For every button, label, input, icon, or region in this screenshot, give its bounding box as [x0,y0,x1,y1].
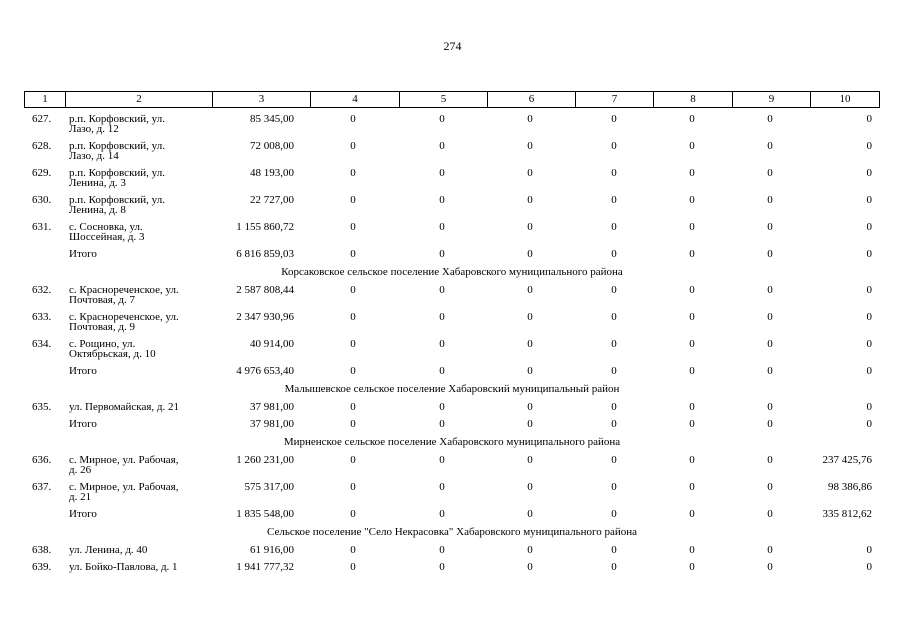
row-col-3: 22 727,00 [250,194,294,206]
header-col-2: 2 [65,92,212,107]
row-col-3: 48 193,00 [250,167,294,179]
row-col-6: 0 [527,365,533,377]
row-col-8: 0 [689,544,695,556]
row-address: с. Мирное, ул. Рабочая, д. 21 [69,481,179,503]
row-address: ул. Бойко-Павлова, д. 1 [69,561,178,573]
row-col-7: 0 [611,508,617,520]
table-row [24,543,880,560]
row-col-9: 0 [767,167,773,179]
row-col-4: 0 [350,418,356,430]
row-col-4: 0 [350,561,356,573]
row-address: ул. Ленина, д. 40 [69,544,148,556]
header-col-8: 8 [653,92,732,107]
row-col-3: 6 816 859,03 [236,248,294,260]
row-col-6: 0 [527,140,533,152]
row-number: 634. [32,338,52,350]
row-col-5: 0 [439,284,445,296]
total-row [24,247,880,264]
row-address: Итого [69,418,97,430]
row-col-6: 0 [527,194,533,206]
row-col-6: 0 [527,561,533,573]
row-address: р.п. Корфовский, ул. Ленина, д. 8 [69,194,165,216]
row-col-6: 0 [527,508,533,520]
row-col-3: 4 976 653,40 [236,365,294,377]
row-col-6: 0 [527,311,533,323]
row-col-5: 0 [439,167,445,179]
row-col-4: 0 [350,194,356,206]
row-col-3: 61 916,00 [250,544,294,556]
table-row [24,166,880,193]
row-col-10: 0 [866,284,872,296]
row-col-3: 37 981,00 [250,418,294,430]
total-row [24,364,880,381]
row-col-3: 2 587 808,44 [236,284,294,296]
row-col-7: 0 [611,338,617,350]
total-row [24,417,880,434]
row-col-8: 0 [689,508,695,520]
table-row [24,560,880,577]
row-number: 635. [32,401,52,413]
table-row [24,139,880,166]
row-col-5: 0 [439,248,445,260]
row-col-3: 85 345,00 [250,113,294,125]
row-col-6: 0 [527,113,533,125]
row-col-4: 0 [350,544,356,556]
row-col-9: 0 [767,365,773,377]
row-number: 637. [32,481,52,493]
row-col-9: 0 [767,194,773,206]
row-col-5: 0 [439,561,445,573]
row-number: 638. [32,544,52,556]
row-number: 629. [32,167,52,179]
row-address: р.п. Корфовский, ул. Ленина, д. 3 [69,167,165,189]
row-col-7: 0 [611,481,617,493]
row-number: 633. [32,311,52,323]
row-col-6: 0 [527,544,533,556]
row-address: с. Краснореченское, ул. Почтовая, д. 9 [69,311,179,333]
row-col-4: 0 [350,167,356,179]
row-col-9: 0 [767,221,773,233]
row-col-5: 0 [439,113,445,125]
table-row [24,453,880,480]
header-col-9: 9 [732,92,810,107]
row-col-3: 575 317,00 [244,481,294,493]
row-col-8: 0 [689,113,695,125]
row-col-5: 0 [439,401,445,413]
row-col-6: 0 [527,248,533,260]
row-col-10: 0 [866,311,872,323]
header-col-4: 4 [310,92,399,107]
header-col-1: 1 [42,93,48,105]
row-col-5: 0 [439,544,445,556]
row-col-9: 0 [767,508,773,520]
row-col-3: 2 347 930,96 [236,311,294,323]
row-col-7: 0 [611,365,617,377]
row-col-6: 0 [527,481,533,493]
row-col-5: 0 [439,481,445,493]
header-col-5: 5 [399,92,487,107]
row-col-4: 0 [350,481,356,493]
row-col-8: 0 [689,454,695,466]
row-col-6: 0 [527,167,533,179]
section-title: Малышевское сельское поселение Хабаровский муниципальный район [284,383,620,395]
row-col-6: 0 [527,401,533,413]
table-row [24,193,880,220]
row-col-4: 0 [350,338,356,350]
row-col-5: 0 [439,311,445,323]
row-col-9: 0 [767,311,773,323]
row-col-8: 0 [689,167,695,179]
row-col-8: 0 [689,248,695,260]
row-col-4: 0 [350,508,356,520]
row-col-7: 0 [611,418,617,430]
row-col-10: 335 812,62 [822,508,872,520]
row-number: 631. [32,221,52,233]
row-address: Итого [69,365,97,377]
row-col-3: 37 981,00 [250,401,294,413]
row-col-10: 0 [866,194,872,206]
row-col-8: 0 [689,284,695,296]
row-col-8: 0 [689,481,695,493]
table-row [24,112,880,139]
row-col-7: 0 [611,454,617,466]
header-col-10: 10 [810,92,879,107]
row-col-7: 0 [611,221,617,233]
row-col-7: 0 [611,401,617,413]
row-col-9: 0 [767,248,773,260]
row-col-4: 0 [350,113,356,125]
row-col-5: 0 [439,140,445,152]
row-col-8: 0 [689,418,695,430]
row-col-9: 0 [767,140,773,152]
row-col-10: 0 [866,167,872,179]
row-address: с. Краснореченское, ул. Почтовая, д. 7 [69,284,179,306]
row-col-8: 0 [689,561,695,573]
row-col-3: 72 008,00 [250,140,294,152]
row-col-4: 0 [350,454,356,466]
row-col-10: 0 [866,338,872,350]
row-address: Итого [69,248,97,260]
row-col-3: 1 260 231,00 [236,454,294,466]
row-address: с. Рощино, ул. Октябрьская, д. 10 [69,338,156,360]
row-col-7: 0 [611,167,617,179]
section-title: Сельское поселение "Село Некрасовка" Хабаровского муниципального района [266,526,638,538]
row-col-5: 0 [439,454,445,466]
row-col-3: 1 155 860,72 [236,221,294,233]
row-col-4: 0 [350,365,356,377]
table-row [24,283,880,310]
header-col-7: 7 [575,92,653,107]
row-col-5: 0 [439,418,445,430]
row-col-9: 0 [767,338,773,350]
row-col-7: 0 [611,140,617,152]
row-col-9: 0 [767,561,773,573]
row-col-6: 0 [527,454,533,466]
row-col-6: 0 [527,221,533,233]
row-col-8: 0 [689,221,695,233]
row-col-5: 0 [439,194,445,206]
row-col-7: 0 [611,284,617,296]
row-col-5: 0 [439,365,445,377]
row-col-4: 0 [350,221,356,233]
row-col-8: 0 [689,338,695,350]
row-address: ул. Первомайская, д. 21 [69,401,179,413]
table-row [24,337,880,364]
row-col-4: 0 [350,140,356,152]
row-col-10: 237 425,76 [822,454,872,466]
row-col-9: 0 [767,113,773,125]
row-col-7: 0 [611,113,617,125]
row-address: Итого [69,508,97,520]
row-col-7: 0 [611,311,617,323]
row-col-10: 0 [866,113,872,125]
row-col-9: 0 [767,454,773,466]
row-col-9: 0 [767,418,773,430]
row-col-10: 0 [866,248,872,260]
row-col-7: 0 [611,194,617,206]
row-col-10: 0 [866,418,872,430]
table-header [24,91,880,108]
table-row [24,400,880,417]
row-col-3: 1 835 548,00 [236,508,294,520]
header-col-3: 3 [212,92,310,107]
row-col-7: 0 [611,561,617,573]
row-col-10: 0 [866,140,872,152]
row-col-4: 0 [350,284,356,296]
table-row [24,220,880,247]
row-col-8: 0 [689,401,695,413]
row-col-10: 0 [866,221,872,233]
row-number: 639. [32,561,52,573]
row-address: р.п. Корфовский, ул. Лазо, д. 12 [69,113,165,135]
row-col-3: 1 941 777,32 [236,561,294,573]
row-col-8: 0 [689,194,695,206]
row-col-6: 0 [527,284,533,296]
row-col-9: 0 [767,401,773,413]
row-col-10: 98 386,86 [828,481,872,493]
row-col-10: 0 [866,365,872,377]
table-row [24,480,880,507]
row-col-5: 0 [439,508,445,520]
row-col-5: 0 [439,221,445,233]
row-address: с. Мирное, ул. Рабочая, д. 26 [69,454,179,476]
total-row [24,507,880,524]
page-number: 274 [443,39,462,53]
section-title: Корсаковское сельское поселение Хабаровского муниципального района [281,266,623,278]
row-col-4: 0 [350,401,356,413]
row-col-4: 0 [350,248,356,260]
row-col-4: 0 [350,311,356,323]
row-number: 636. [32,454,52,466]
header-col-6: 6 [487,92,575,107]
section-title: Мирненское сельское поселение Хабаровского муниципального района [283,436,621,448]
row-col-8: 0 [689,365,695,377]
row-col-7: 0 [611,248,617,260]
table-row [24,310,880,337]
row-col-6: 0 [527,338,533,350]
row-col-9: 0 [767,481,773,493]
row-col-3: 40 914,00 [250,338,294,350]
row-col-10: 0 [866,544,872,556]
row-address: с. Сосновка, ул. Шоссейная, д. 3 [69,221,145,243]
row-address: р.п. Корфовский, ул. Лазо, д. 14 [69,140,165,162]
row-col-8: 0 [689,140,695,152]
row-col-5: 0 [439,338,445,350]
row-col-9: 0 [767,284,773,296]
row-col-10: 0 [866,401,872,413]
row-col-8: 0 [689,311,695,323]
row-col-6: 0 [527,418,533,430]
row-col-9: 0 [767,544,773,556]
row-col-10: 0 [866,561,872,573]
row-col-7: 0 [611,544,617,556]
row-number: 628. [32,140,52,152]
row-number: 632. [32,284,52,296]
row-number: 630. [32,194,52,206]
row-number: 627. [32,113,52,125]
